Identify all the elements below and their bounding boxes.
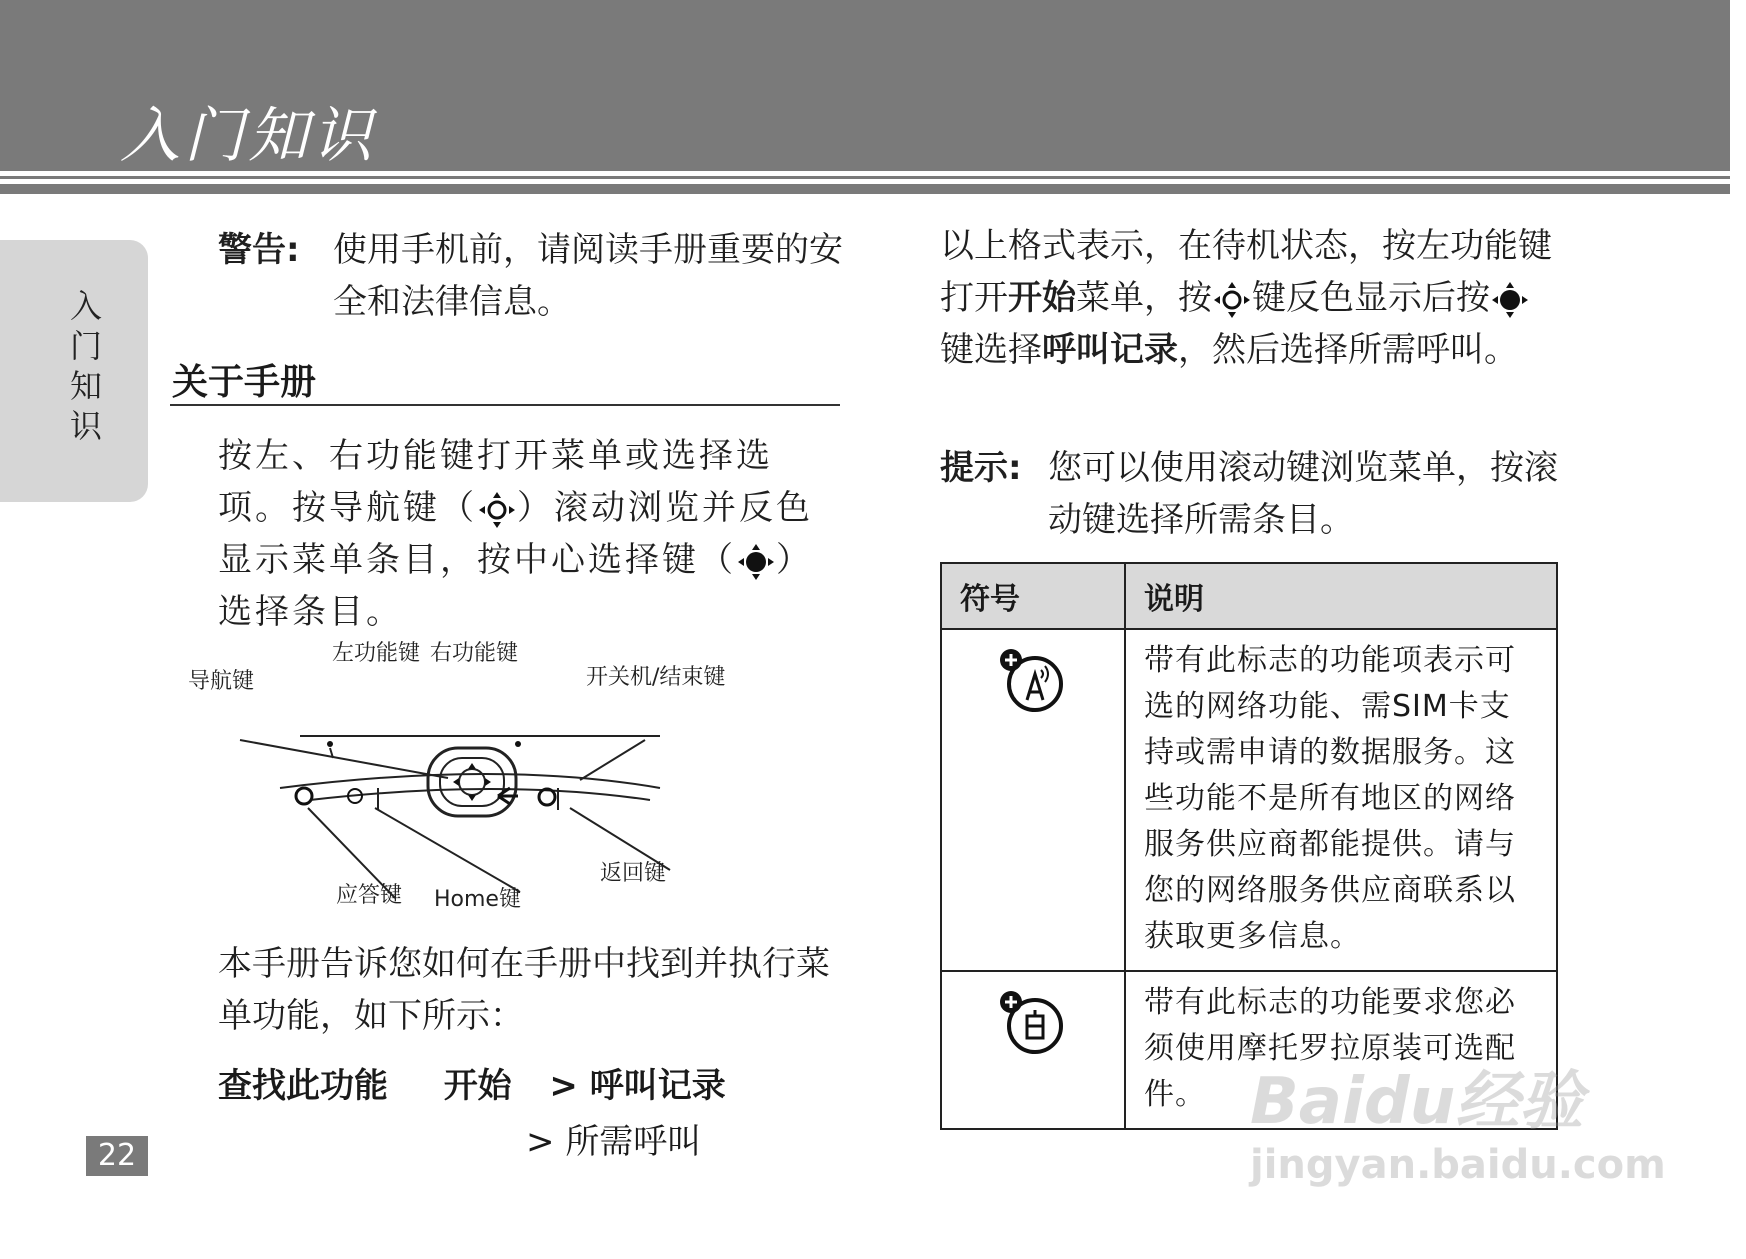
watermark-url: jingyan.baidu.com <box>1250 1142 1666 1188</box>
intro-text: ）选择条目。 <box>218 540 813 632</box>
intro-text: ）滚动浏览并反色显示菜单条目，按中心选择键（ <box>218 488 813 580</box>
header-rule <box>0 176 1730 179</box>
keypad-diagram <box>188 641 840 920</box>
find-feature-label: 查找此功能 <box>218 1066 388 1106</box>
find-item-call-log: 呼叫记录 <box>589 1066 726 1106</box>
symbol-table <box>940 562 1558 1130</box>
nav-key-icon <box>477 490 517 530</box>
table-header: 符号 <box>941 563 1125 629</box>
header-rule <box>0 184 1730 194</box>
network-feature-icon <box>997 646 1069 718</box>
find-arrow: > <box>526 1122 555 1162</box>
table-cell-description: 带有此标志的功能要求您必须使用摩托罗拉原装可选配件。 <box>1125 971 1557 1129</box>
center-select-key-icon <box>1490 280 1530 320</box>
accessory-feature-icon <box>997 988 1069 1060</box>
find-arrow: > <box>549 1066 578 1106</box>
page-title: 入门知识 <box>120 101 376 171</box>
table-row <box>941 629 1557 971</box>
warning-body: 使用手机前，请阅读手册重要的安全和法律信息。 <box>333 230 843 322</box>
format-text: 菜单，按 <box>1076 278 1212 318</box>
side-tab-label: 入门知识 <box>69 287 102 445</box>
page-number: 22 <box>86 1136 148 1176</box>
tip-body: 您可以使用滚动键浏览菜单，按滚动键选择所需条目。 <box>1048 448 1558 540</box>
answer-key-label: 应答键 <box>336 883 403 908</box>
format-text: ，然后选择所需呼叫。 <box>1178 330 1518 370</box>
left-soft-key-label: 左功能键 <box>332 641 421 666</box>
section-divider <box>170 404 840 406</box>
center-select-key-icon <box>736 542 776 582</box>
find-feature-row2 <box>526 1114 701 1163</box>
nav-key-label: 导航键 <box>188 669 255 694</box>
watermark-brand: Baidu经验 <box>1250 1065 1584 1139</box>
format-bold: 开始 <box>1008 278 1076 318</box>
keypad-illustration <box>200 660 840 920</box>
format-bold: 呼叫记录 <box>1042 330 1178 370</box>
format-text: 键选择 <box>940 330 1042 370</box>
nav-key-icon <box>1212 280 1252 320</box>
back-key-label: 返回键 <box>600 861 667 886</box>
table-header-row <box>941 563 1557 629</box>
table-cell-icon <box>941 629 1125 971</box>
section-title: 关于手册 <box>172 362 317 403</box>
table-cell-icon <box>941 971 1125 1129</box>
home-key-label: Home键 <box>434 887 521 912</box>
warning-label: 警告: <box>218 230 300 270</box>
tip-label: 提示: <box>940 448 1022 488</box>
format-explanation <box>940 220 1560 376</box>
find-item-desired-call: 所需呼叫 <box>565 1122 702 1162</box>
intro-paragraph <box>218 430 838 638</box>
table-cell-description: 带有此标志的功能项表示可选的网络功能、需SIM卡支持或需申请的数据服务。这些功能不是所有地区的网络服务供应商都能提供。请与您的网络服务供应商联系以获取更多信息。 <box>1125 629 1557 971</box>
find-start: 开始 <box>443 1066 512 1106</box>
right-soft-key-label: 右功能键 <box>430 641 519 666</box>
table-header: 说明 <box>1125 563 1557 629</box>
find-feature-row <box>218 1058 726 1107</box>
intro-text: 按左、右功能键打开菜单或选择选项。按导航键（ <box>218 436 773 528</box>
format-text: 键反色显示后按 <box>1252 278 1490 318</box>
watermark <box>1250 1050 1666 1188</box>
format-text: 以上格式表示，在待机状态，按左功能键打开 <box>940 226 1552 318</box>
power-end-key-label: 开关机/结束键 <box>586 665 726 690</box>
manual-description: 本手册告诉您如何在手册中找到并执行菜单功能，如下所示： <box>218 944 830 1036</box>
